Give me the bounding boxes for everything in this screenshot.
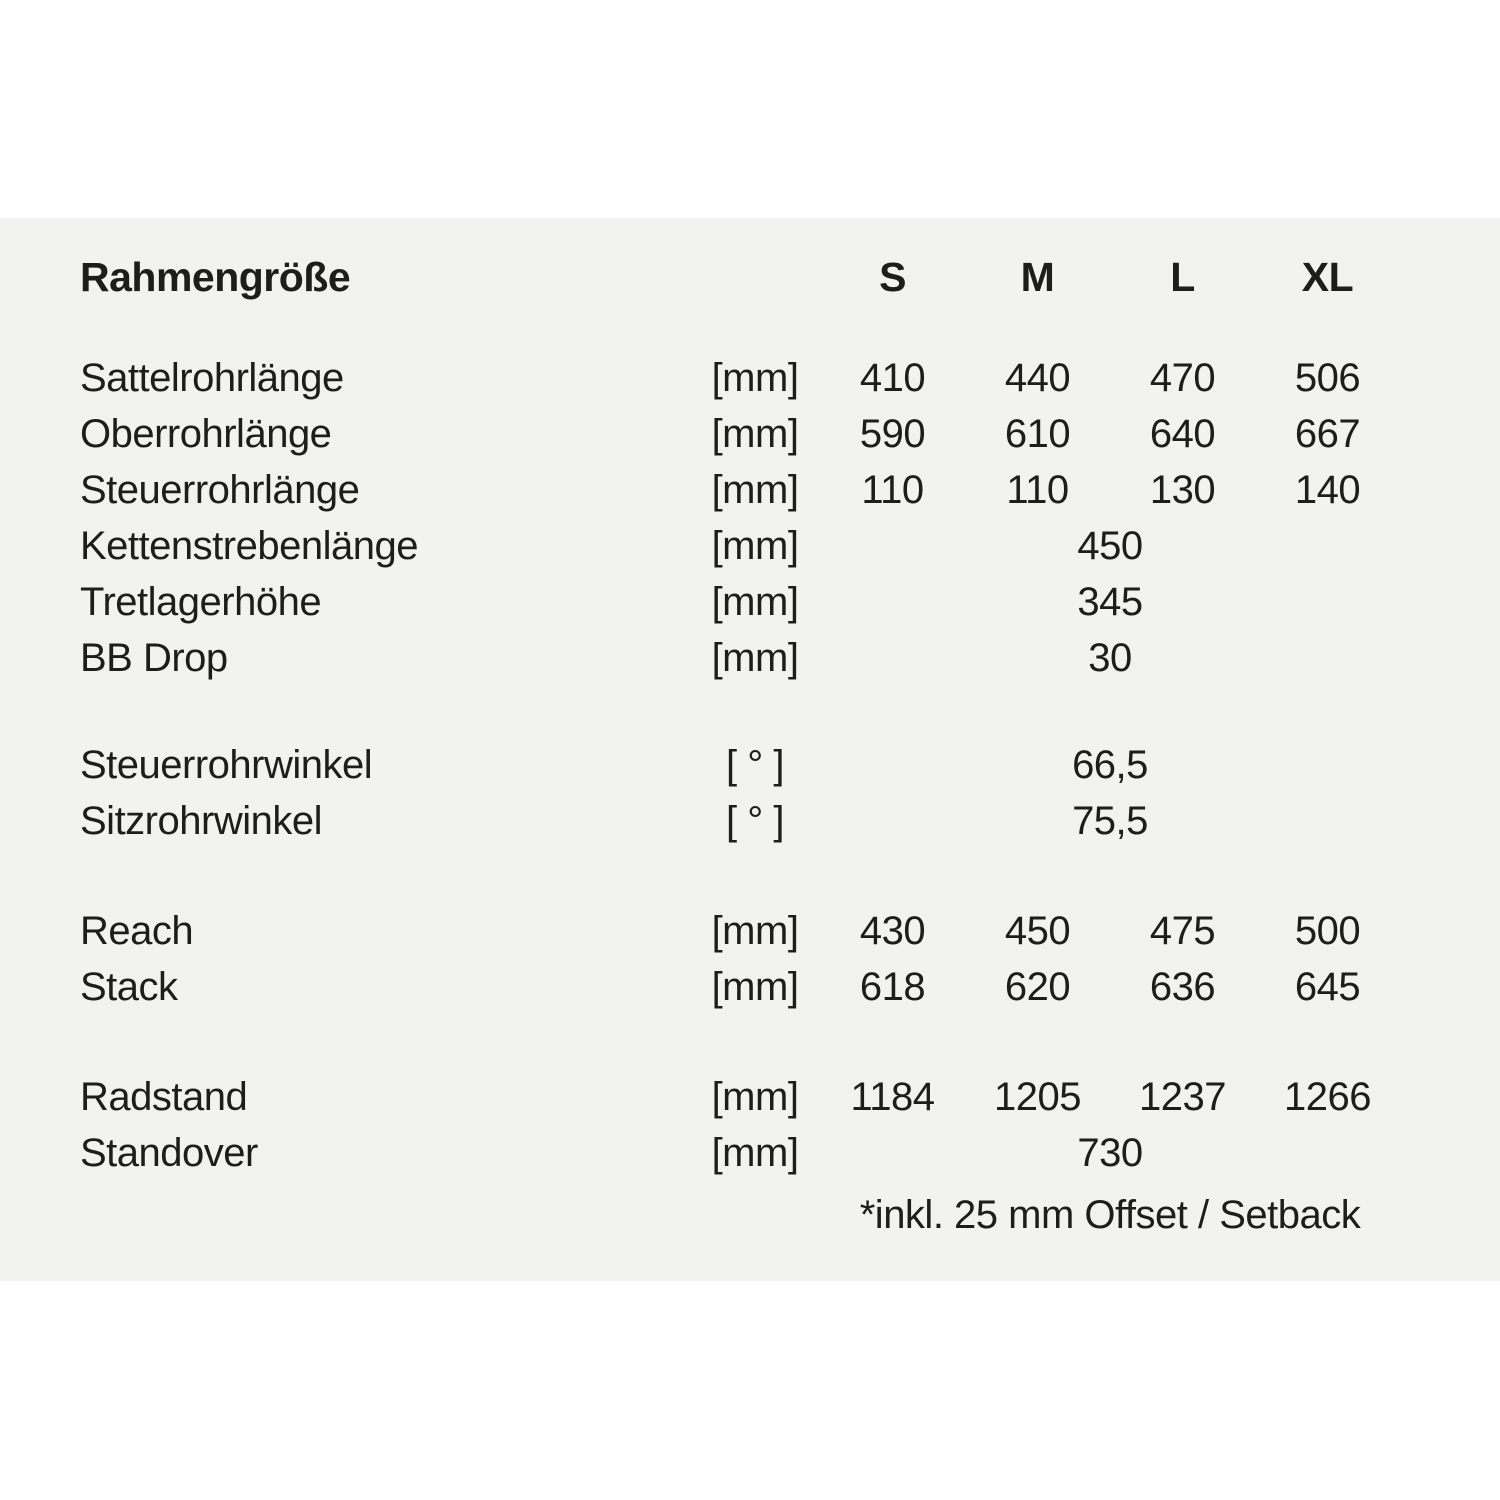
spec-shared-value: 66,5 [1072,742,1148,787]
spec-value-m: 450 [1004,908,1071,953]
spec-unit: [mm] [711,964,799,1009]
frame-geometry-table [0,218,1500,1281]
spec-row-radstand [80,1069,1500,1125]
spec-value-s: 410 [859,355,926,400]
spec-label: Steuerrohrlänge [80,467,360,512]
spec-value-m: 440 [1004,355,1071,400]
spec-unit: [mm] [711,355,799,400]
spec-row-sattelrohrlaenge [80,350,1500,406]
spec-value-s: 430 [859,908,926,953]
size-column-header-s: S [879,253,906,300]
spec-label: Kettenstrebenlänge [80,523,418,568]
spec-row-bb-drop [80,630,1500,686]
size-column-header-m: M [1020,253,1055,300]
spec-unit: [mm] [711,523,799,568]
spec-value-l: 1237 [1139,1074,1226,1119]
spec-row-tretlagerhoehe [80,574,1500,630]
spec-label: Steuerrohrwinkel [80,742,373,787]
spec-value-m: 110 [1006,467,1069,512]
spec-value-s: 618 [859,964,926,1009]
spec-unit: [ ° ] [726,798,784,843]
spec-row-oberrohrlaenge [80,406,1500,462]
spec-label: Reach [80,908,194,953]
spec-label: Oberrohrlänge [80,411,332,456]
table-footnote: *inkl. 25 mm Offset / Setback [859,1192,1361,1237]
spec-value-l: 470 [1149,355,1216,400]
spec-shared-value: 30 [1088,635,1132,680]
spec-unit: [mm] [711,635,799,680]
spec-unit: [ ° ] [726,742,784,787]
size-column-header-l: L [1170,253,1195,300]
spec-value-l: 640 [1149,411,1216,456]
spec-unit: [mm] [711,1130,799,1175]
spec-shared-value: 730 [1077,1130,1143,1175]
table-title: Rahmengröße [80,253,351,300]
spec-label: Sattelrohrlänge [80,355,344,400]
spec-value-xl: 500 [1294,908,1361,953]
spec-value-xl: 645 [1294,964,1361,1009]
spec-value-xl: 1266 [1284,1074,1371,1119]
spec-row-standover [80,1125,1500,1181]
spec-value-s: 590 [859,411,926,456]
spec-label: Tretlagerhöhe [80,579,322,624]
spec-row-sitzrohrwinkel [80,793,1500,849]
spec-value-m: 610 [1004,411,1071,456]
spec-unit: [mm] [711,579,799,624]
spec-unit: [mm] [711,411,799,456]
spec-label: Standover [80,1130,258,1175]
spec-unit: [mm] [711,467,799,512]
spec-value-xl: 140 [1294,467,1361,512]
spec-unit: [mm] [711,1074,799,1119]
spec-label: Sitzrohrwinkel [80,798,322,843]
spec-label: Stack [80,964,178,1009]
spec-value-m: 620 [1004,964,1071,1009]
spec-value-l: 475 [1149,908,1216,953]
spec-row-stack [80,959,1500,1015]
spec-value-xl: 506 [1294,355,1361,400]
size-column-header-xl: XL [1301,253,1354,300]
spec-label: BB Drop [80,635,228,680]
spec-label: Radstand [80,1074,248,1119]
spec-row-steuerrohrwinkel [80,737,1500,793]
spec-row-steuerrohrlaenge [80,462,1500,518]
spec-row-kettenstrebenlaenge [80,518,1500,574]
spec-value-xl: 667 [1294,411,1361,456]
spec-shared-value: 345 [1077,579,1143,624]
spec-row-reach [80,903,1500,959]
spec-value-l: 130 [1149,467,1216,512]
spec-shared-value: 450 [1077,523,1143,568]
table-header-row [80,249,1500,305]
spec-value-m: 1205 [994,1074,1081,1119]
footnote-row [80,1187,1500,1243]
spec-shared-value: 75,5 [1072,798,1148,843]
spec-value-s: 1184 [850,1074,935,1119]
spec-value-s: 110 [861,467,924,512]
spec-unit: [mm] [711,908,799,953]
spec-value-l: 636 [1149,964,1216,1009]
